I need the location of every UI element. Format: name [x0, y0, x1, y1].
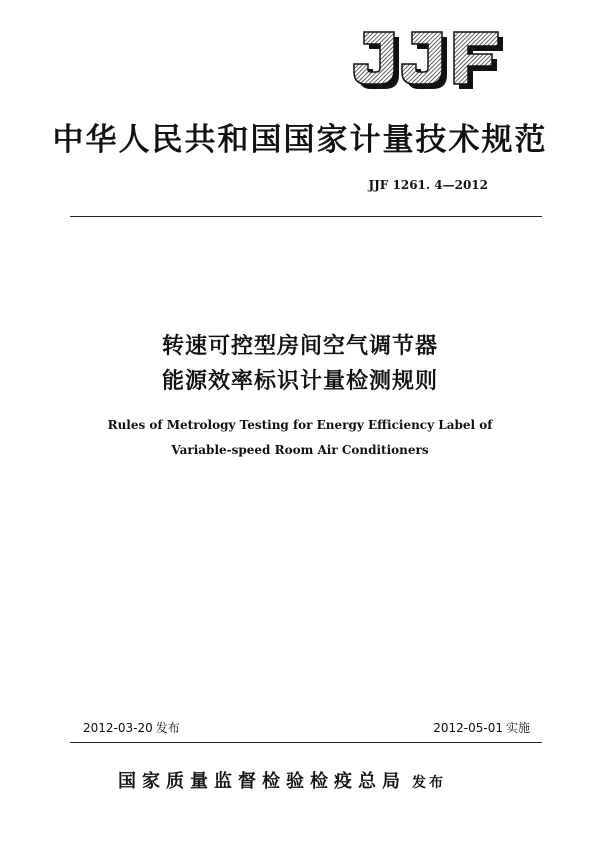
- effective-date-block: [433, 719, 530, 736]
- publisher-label: 发布: [412, 775, 446, 791]
- publisher-name: 国家质量监督检验检疫总局: [118, 771, 406, 792]
- document-number: JJF 1261. 4—2012: [368, 178, 488, 192]
- english-title-line-2: Variable-speed Room Air Conditioners: [171, 443, 429, 457]
- top-divider: [70, 216, 542, 217]
- publisher-block: [118, 767, 446, 793]
- issue-date-block: [83, 719, 180, 736]
- series-title: 中华人民共和国国家计量技术规范: [52, 122, 548, 158]
- jjf-logo: [350, 30, 508, 92]
- issue-date: 2012-03-20: [83, 721, 153, 735]
- chinese-title-line-2: 能源效率标识计量检测规则: [161, 369, 438, 394]
- effective-label: 实施: [505, 721, 530, 735]
- chinese-title-line-1: 转速可控型房间空气调节器: [161, 334, 438, 359]
- effective-date: 2012-05-01: [433, 721, 503, 735]
- issue-label: 发布: [155, 721, 180, 735]
- english-title-line-1: Rules of Metrology Testing for Energy Efficiency Label of: [107, 418, 493, 432]
- bottom-divider: [70, 742, 542, 743]
